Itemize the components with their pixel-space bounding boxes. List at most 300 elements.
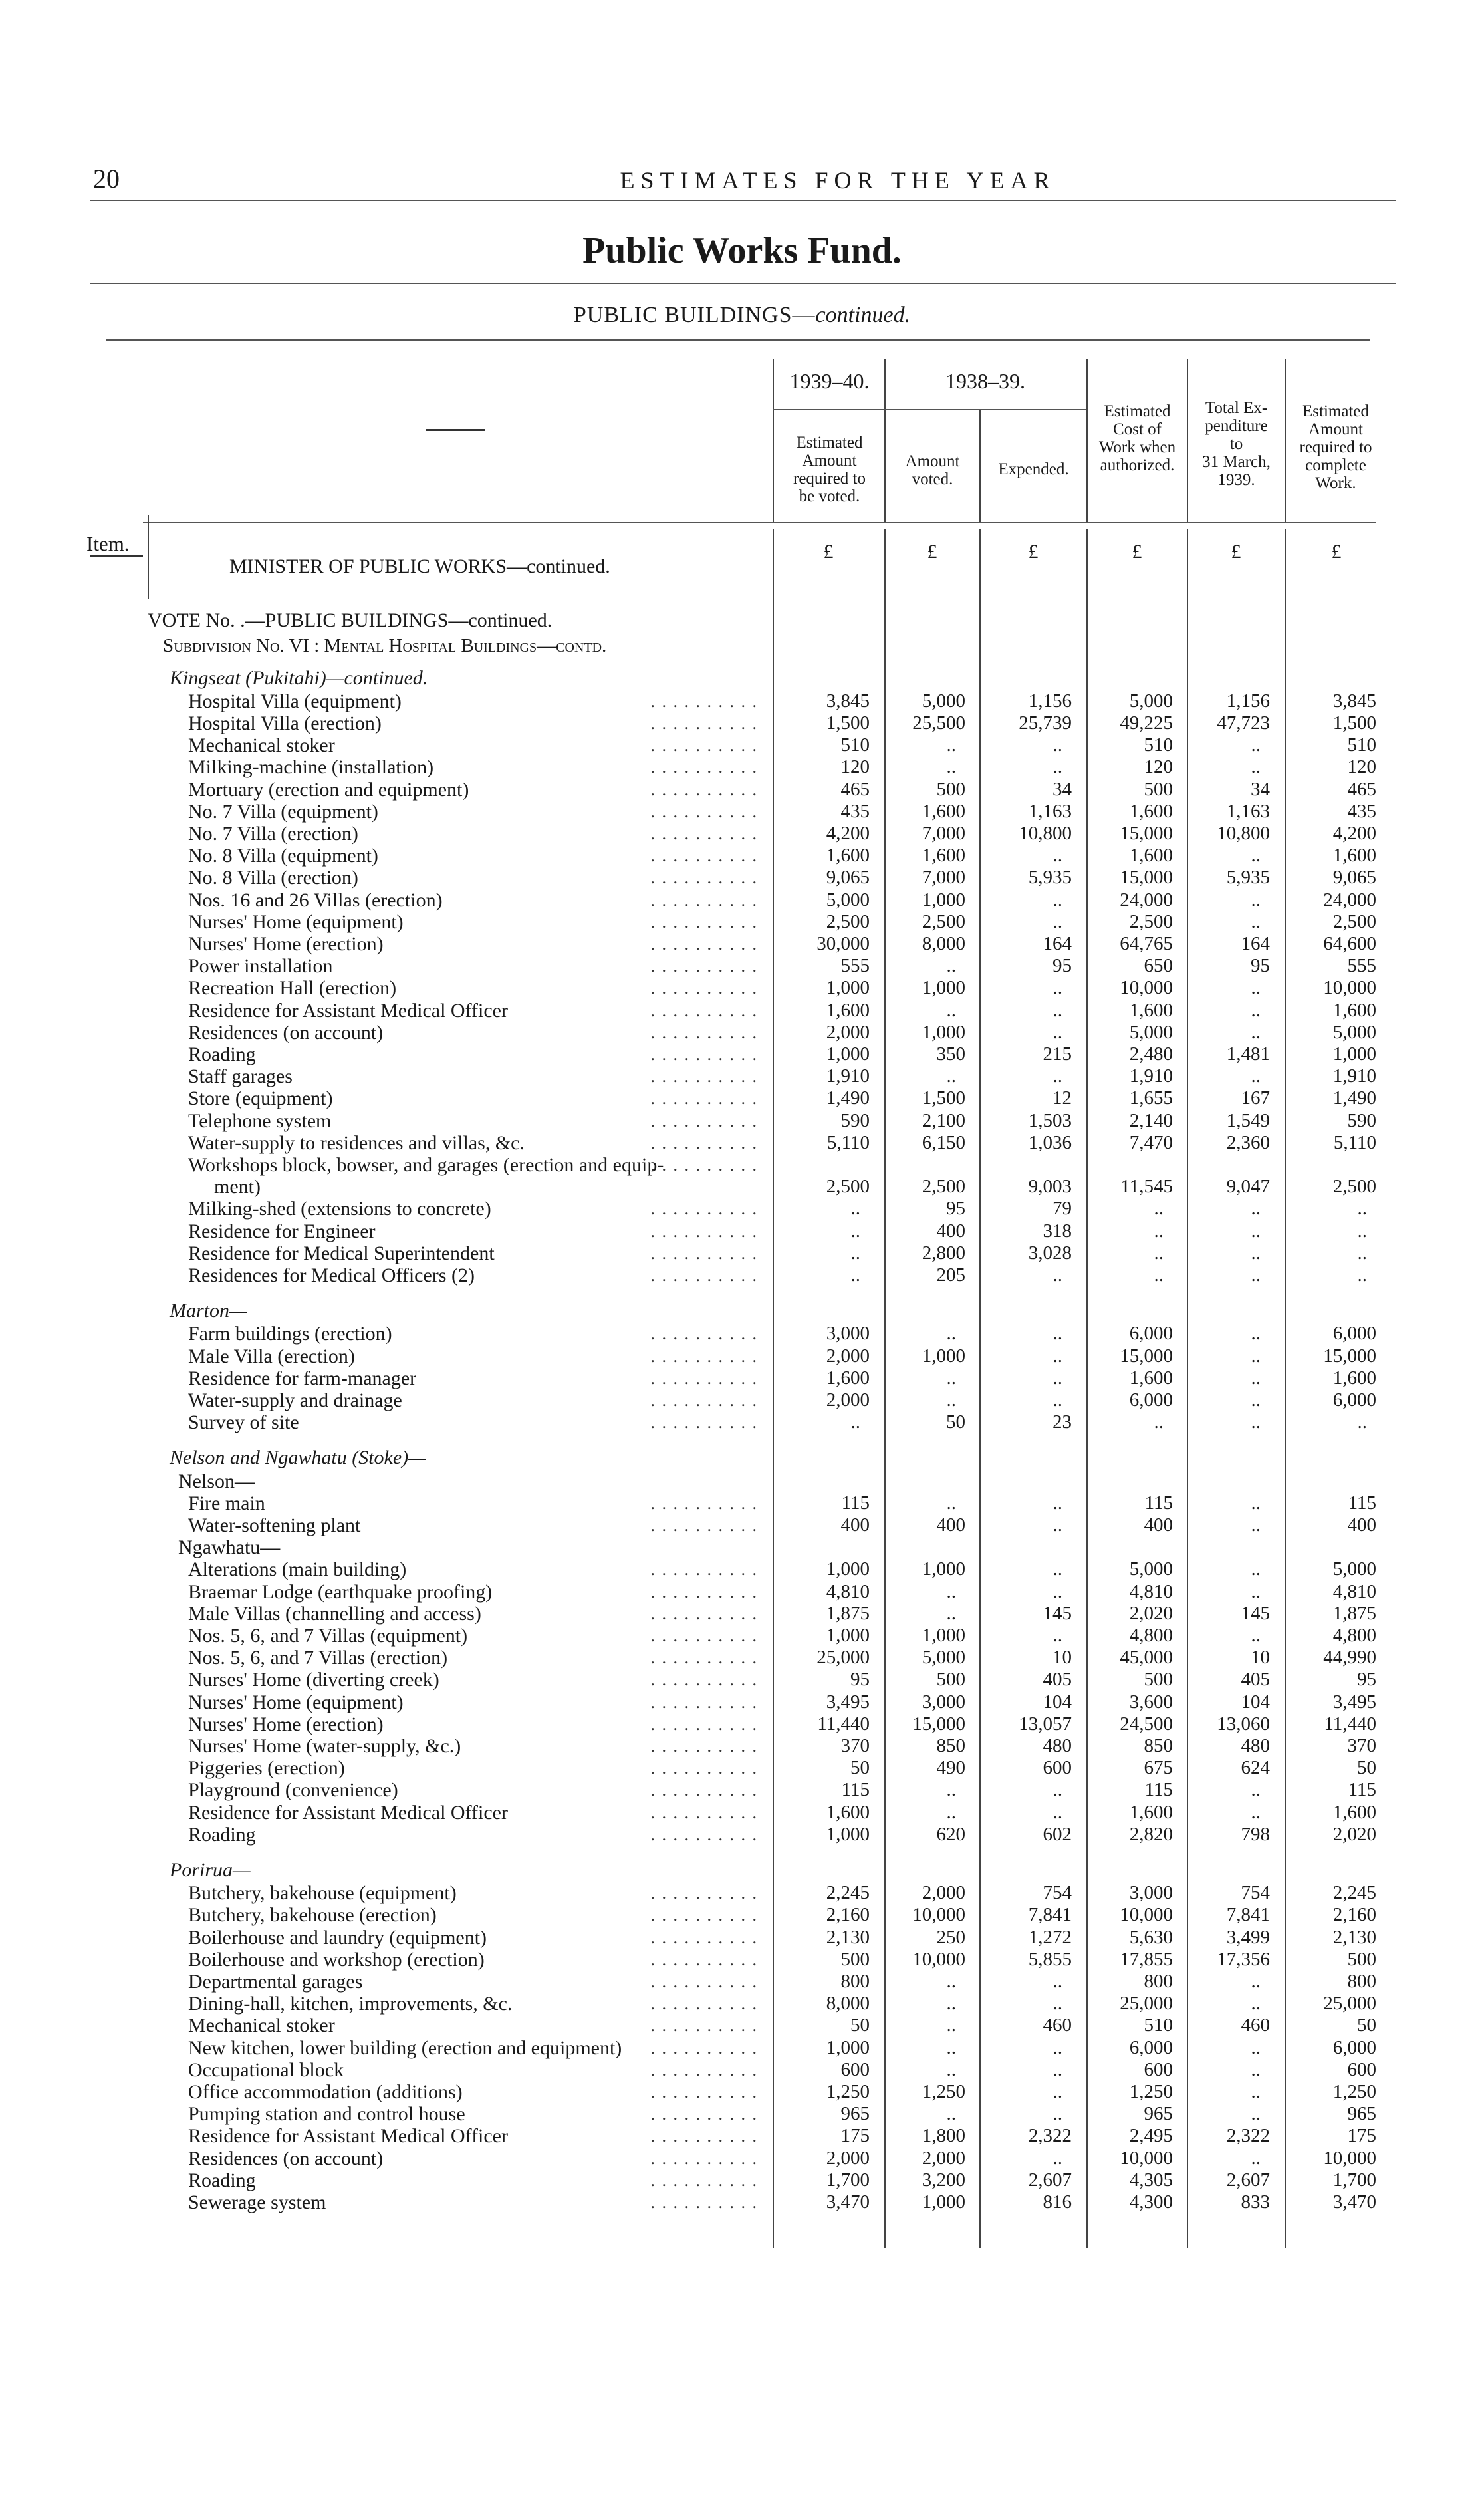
table-row — [0, 2037, 1484, 2059]
cell-col4: 4,800 — [1129, 1625, 1173, 1646]
leader-dots: . . . . . . . . . . — [650, 2104, 758, 2124]
hdr-c4-l2: Cost of — [1113, 420, 1162, 438]
row-label: Residence for Assistant Medical Officer — [188, 1801, 508, 1824]
row-label: Butchery, bakehouse (erection) — [188, 1904, 437, 1927]
cell-col5: .. — [1251, 1514, 1261, 1536]
cell-col3: .. — [1052, 1779, 1062, 1801]
cell-col2: 15,000 — [912, 1713, 965, 1735]
table-row — [0, 1927, 1484, 1949]
pound-sign-c5: £ — [1231, 541, 1241, 563]
cell-col1: 95 — [850, 1669, 870, 1691]
cell-col5: .. — [1251, 2147, 1261, 2169]
cell-col2: .. — [946, 1580, 956, 1602]
row-label: Roading — [188, 1823, 256, 1846]
leader-dots: . . . . . . . . . . — [650, 1670, 758, 1690]
row-label: No. 8 Villa (erection) — [188, 867, 358, 889]
cell-col2: 500 — [936, 1669, 965, 1691]
hdr-c6-l1: Estimated — [1302, 402, 1369, 420]
cell-col5: 405 — [1241, 1669, 1270, 1691]
leader-dots: . . . . . . . . . . — [650, 1368, 758, 1388]
table-row — [0, 1389, 1484, 1411]
row-label: Braemar Lodge (earthquake proofing) — [188, 1580, 493, 1603]
row-label: Nos. 5, 6, and 7 Villas (equipment) — [188, 1625, 468, 1647]
cell-col6: 370 — [1347, 1735, 1376, 1756]
table-row — [0, 2125, 1484, 2147]
header-est-amount-voted — [775, 434, 884, 505]
row-label: Nurses' Home (erection) — [188, 933, 384, 955]
cell-col5: .. — [1251, 1801, 1261, 1823]
leader-dots: . . . . . . . . . . — [650, 868, 758, 888]
cell-col6: 95 — [1357, 1669, 1376, 1691]
cell-col3: 480 — [1043, 1735, 1072, 1756]
cell-col5: .. — [1251, 1198, 1261, 1220]
cell-col4: 49,225 — [1120, 712, 1173, 734]
row-label: Workshops block, bowser, and garages (erection and equip- — [188, 1154, 664, 1176]
cell-col5: .. — [1251, 999, 1261, 1021]
row-label: Nelson and Ngawhatu (Stoke)— — [170, 1447, 426, 1469]
cell-col5: .. — [1251, 1323, 1261, 1345]
cell-col5: 167 — [1241, 1087, 1270, 1109]
header-expended — [981, 460, 1086, 478]
cell-col1: 115 — [841, 1492, 870, 1514]
leader-dots: . . . . . . . . . . — [650, 1089, 758, 1109]
leader-dots: . . . . . . . . . . — [650, 2082, 758, 2102]
cell-col6: 3,495 — [1332, 1691, 1376, 1713]
header-1938: 1938–39. — [945, 369, 1025, 393]
row-label: Ngawhatu— — [178, 1536, 281, 1559]
cell-col6: .. — [1357, 1411, 1367, 1433]
leader-dots: . . . . . . . . . . — [650, 1560, 758, 1580]
hdr-c1-l3: required to — [793, 470, 866, 487]
cell-col5: .. — [1251, 1367, 1261, 1389]
leader-dots: . . . . . . . . . . — [650, 714, 758, 733]
cell-col5: .. — [1251, 889, 1261, 910]
cell-col6: 25,000 — [1323, 1993, 1376, 2015]
hdr-c6-l2: Amount — [1308, 420, 1363, 438]
cell-col4: 1,655 — [1129, 1087, 1173, 1109]
cell-col2: 2,100 — [922, 1109, 965, 1131]
table-row — [0, 1603, 1484, 1625]
leader-dots: . . . . . . . . . . — [650, 758, 758, 777]
cell-col2: 850 — [936, 1735, 965, 1756]
cell-col2: 1,000 — [922, 889, 965, 910]
table-row — [0, 1154, 1484, 1176]
row-label: Residence for farm-manager — [188, 1367, 417, 1389]
cell-col2: .. — [946, 1065, 956, 1087]
leader-dots: . . . . . . . . . . — [650, 2170, 758, 2190]
leader-dots: . . . . . . . . . . — [650, 1346, 758, 1366]
cell-col6: 24,000 — [1323, 889, 1376, 910]
table-row — [0, 1411, 1484, 1433]
table-row — [0, 1757, 1484, 1779]
cell-col1: 800 — [840, 1971, 870, 1992]
cell-col6: 120 — [1347, 756, 1376, 778]
row-label: Nos. 16 and 26 Villas (erection) — [188, 889, 443, 911]
cell-col5: 34 — [1251, 778, 1270, 800]
cell-col3: 79 — [1052, 1198, 1072, 1220]
cell-col1: 3,000 — [826, 1323, 870, 1345]
cell-col6: 44,990 — [1323, 1647, 1376, 1669]
year-rule — [773, 409, 1086, 410]
leader-dots: . . . . . . . . . . — [650, 1802, 758, 1822]
cell-col5: .. — [1251, 845, 1261, 867]
cell-col2: .. — [946, 756, 956, 778]
cell-col3: .. — [1052, 1801, 1062, 1823]
cell-col2: 1,800 — [922, 2125, 965, 2147]
cell-col5: 13,060 — [1217, 1713, 1270, 1735]
cell-col5: .. — [1251, 1558, 1261, 1580]
cell-col5: 624 — [1241, 1757, 1270, 1779]
cell-col6: 4,200 — [1332, 823, 1376, 844]
row-label: Residence for Assistant Medical Officer — [188, 999, 508, 1022]
cell-col2: 2,500 — [922, 910, 965, 932]
cell-col1: 1,600 — [826, 1367, 870, 1389]
cell-col4: 10,000 — [1120, 1904, 1173, 1926]
cell-col3: 9,003 — [1028, 1176, 1072, 1198]
cell-col4: 115 — [1144, 1779, 1173, 1801]
table-row — [0, 1691, 1484, 1713]
cell-col1: 1,000 — [826, 1044, 870, 1065]
table-row — [0, 1993, 1484, 2015]
cell-col2: 1,000 — [922, 1021, 965, 1043]
cell-col5: 1,156 — [1226, 690, 1270, 712]
cell-col6: 115 — [1348, 1779, 1376, 1801]
cell-col2: .. — [946, 955, 956, 977]
table-row — [0, 1713, 1484, 1735]
cell-col5: .. — [1251, 2036, 1261, 2058]
row-label: Office accommodation (additions) — [188, 2081, 463, 2103]
table-row — [0, 1882, 1484, 1904]
leader-dots: . . . . . . . . . . — [650, 890, 758, 910]
cell-col1: .. — [850, 1220, 860, 1242]
cell-col6: 10,000 — [1323, 2147, 1376, 2169]
cell-col3: .. — [1052, 1580, 1062, 1602]
cell-col1: 1,600 — [826, 845, 870, 867]
table-row — [0, 779, 1484, 801]
item-label: Item. — [86, 532, 130, 555]
cell-col5: .. — [1251, 1993, 1261, 2015]
cell-col2: .. — [946, 1389, 956, 1411]
cell-col5: .. — [1251, 1264, 1261, 1286]
cell-col3: .. — [1052, 1492, 1062, 1514]
row-label: Power installation — [188, 955, 333, 978]
cell-col4: 2,820 — [1129, 1823, 1173, 1845]
cell-col4: 5,000 — [1129, 690, 1173, 712]
cell-col3: .. — [1052, 1345, 1062, 1367]
leader-dots: . . . . . . . . . . — [650, 1758, 758, 1778]
cell-col2: 25,500 — [912, 712, 965, 734]
cell-col1: 2,500 — [826, 1176, 870, 1198]
cell-col4: 115 — [1144, 1492, 1173, 1514]
cell-col5: 10,800 — [1217, 823, 1270, 844]
cell-col6: 600 — [1347, 2058, 1376, 2080]
cell-col2: .. — [946, 1971, 956, 1992]
cell-col6: 3,470 — [1332, 2191, 1376, 2213]
row-label: No. 7 Villa (erection) — [188, 823, 358, 845]
leader-dots: . . . . . . . . . . — [650, 1133, 758, 1153]
cell-col6: 4,800 — [1332, 1625, 1376, 1646]
cell-col1: 4,200 — [826, 823, 870, 844]
hdr-c6-l4: complete — [1305, 456, 1366, 474]
cell-col2: 3,200 — [922, 2169, 965, 2191]
cell-col2: .. — [946, 1993, 956, 2015]
cell-col4: 2,495 — [1129, 2125, 1173, 2147]
cell-col2: 5,000 — [922, 1647, 965, 1669]
hdr-c2-l1: Amount — [905, 452, 960, 470]
cell-col3: 5,935 — [1028, 867, 1072, 889]
cell-col3: 2,607 — [1028, 2169, 1072, 2191]
cell-col6: 510 — [1347, 734, 1376, 756]
cell-col1: 5,000 — [826, 889, 870, 910]
row-label: Boilerhouse and laundry (equipment) — [188, 1926, 487, 1949]
cell-col6: 9,065 — [1332, 867, 1376, 889]
cell-col3: 3,028 — [1028, 1242, 1072, 1264]
row-label: Milking-machine (installation) — [188, 756, 434, 779]
table-row — [0, 1625, 1484, 1647]
leader-dots: . . . . . . . . . . — [650, 1714, 758, 1734]
cell-col4: 5,630 — [1129, 1926, 1173, 1948]
row-label: Telephone system — [188, 1109, 332, 1132]
cell-col4: 5,000 — [1129, 1558, 1173, 1580]
cell-col3: .. — [1052, 756, 1062, 778]
cell-col1: 1,000 — [826, 1625, 870, 1646]
cell-col1: 1,000 — [826, 977, 870, 999]
cell-col4: 15,000 — [1120, 1345, 1173, 1367]
leader-dots: . . . . . . . . . . — [650, 846, 758, 866]
cell-col5: 2,360 — [1226, 1131, 1270, 1153]
cell-col6: 3,845 — [1332, 690, 1376, 712]
cell-col2: 1,000 — [922, 977, 965, 999]
cell-col2: 205 — [936, 1264, 965, 1286]
table-row — [0, 1022, 1484, 1044]
cell-col5: .. — [1251, 1389, 1261, 1411]
cell-col1: 2,000 — [826, 1389, 870, 1411]
cell-col5: 754 — [1241, 1882, 1270, 1904]
table-row — [0, 1242, 1484, 1264]
cell-col4: 17,855 — [1120, 1948, 1173, 1970]
cell-col6: 800 — [1347, 1971, 1376, 1992]
row-label: Residence for Medical Superintendent — [188, 1242, 495, 1264]
leader-dots: . . . . . . . . . . — [650, 2060, 758, 2080]
cell-col3: 754 — [1043, 1882, 1072, 1904]
cell-col1: 120 — [840, 756, 870, 778]
leader-dots: . . . . . . . . . . — [650, 2126, 758, 2146]
cell-col3: .. — [1052, 1514, 1062, 1536]
cell-col5: 17,356 — [1217, 1948, 1270, 1970]
cell-col5: .. — [1251, 1065, 1261, 1087]
row-label: Mechanical stoker — [188, 734, 335, 757]
section-heading-row — [0, 667, 1484, 689]
cell-col4: 1,600 — [1129, 845, 1173, 867]
table-row — [0, 2191, 1484, 2213]
cell-col6: 465 — [1347, 778, 1376, 800]
cell-col6: 50 — [1357, 2015, 1376, 2036]
cell-col4: 510 — [1144, 734, 1173, 756]
table-row — [0, 1220, 1484, 1242]
cell-col6: 1,875 — [1332, 1602, 1376, 1624]
cell-col6: 5,000 — [1332, 1021, 1376, 1043]
cell-col6: 6,000 — [1332, 1389, 1376, 1411]
cell-col1: 3,845 — [826, 690, 870, 712]
cell-col3: .. — [1052, 999, 1062, 1021]
cell-col5: 833 — [1241, 2191, 1270, 2213]
hdr-c4-l1: Estimated — [1104, 402, 1171, 420]
cell-col6: 500 — [1347, 1948, 1376, 1970]
header-required-complete — [1286, 402, 1386, 492]
cell-col4: 6,000 — [1129, 2036, 1173, 2058]
row-label: Playground (convenience) — [188, 1779, 398, 1802]
row-label: Survey of site — [188, 1411, 299, 1434]
cell-col1: 175 — [840, 2125, 870, 2147]
row-label: Departmental garages — [188, 1971, 363, 1993]
cell-col4: 650 — [1144, 955, 1173, 977]
cell-col2: .. — [946, 1367, 956, 1389]
cell-col2: 7,000 — [922, 823, 965, 844]
hdr-c3-l1: Expended. — [998, 460, 1069, 478]
divider-col1 — [773, 359, 774, 522]
cell-col1: 590 — [840, 1109, 870, 1131]
table-row — [0, 1264, 1484, 1286]
cell-col1: 2,000 — [826, 1345, 870, 1367]
cell-col6: 5,000 — [1332, 1558, 1376, 1580]
cell-col4: 965 — [1144, 2103, 1173, 2125]
cell-col3: .. — [1052, 1558, 1062, 1580]
row-label: Residences (on account) — [188, 1021, 384, 1044]
table-row — [0, 756, 1484, 778]
cell-col4: 120 — [1144, 756, 1173, 778]
cell-col3: 1,036 — [1028, 1131, 1072, 1153]
table-row — [0, 2059, 1484, 2081]
table-row — [0, 933, 1484, 955]
cell-col3: .. — [1052, 977, 1062, 999]
cell-col1: 2,160 — [826, 1904, 870, 1926]
cell-col6: 2,245 — [1332, 1882, 1376, 1904]
row-label: Nurses' Home (equipment) — [188, 1691, 404, 1713]
cell-col3: 1,272 — [1028, 1926, 1072, 1948]
leader-dots: . . . . . . . . . . — [650, 1221, 758, 1241]
cell-col4: 1,600 — [1129, 800, 1173, 822]
cell-col6: 6,000 — [1332, 2036, 1376, 2058]
section-heading-row — [0, 635, 1484, 657]
hdr-c4-l4: authorized. — [1100, 456, 1175, 474]
hdr-c2-l2: voted. — [912, 470, 953, 488]
cell-col4: 25,000 — [1120, 1993, 1173, 2015]
cell-col6: 2,500 — [1332, 1176, 1376, 1198]
cell-col4: 24,500 — [1120, 1713, 1173, 1735]
cell-col2: 50 — [946, 1411, 965, 1433]
cell-col4: 1,600 — [1129, 999, 1173, 1021]
cell-col6: 115 — [1348, 1492, 1376, 1514]
cell-col3: 215 — [1043, 1044, 1072, 1065]
section-heading-row — [0, 555, 1484, 577]
table-row — [0, 1065, 1484, 1087]
cell-col6: 965 — [1347, 2103, 1376, 2125]
cell-col6: .. — [1357, 1198, 1367, 1220]
cell-col2: 1,000 — [922, 1558, 965, 1580]
cell-col4: 3,600 — [1129, 1691, 1173, 1713]
table-row — [0, 911, 1484, 933]
leader-dots: . . . . . . . . . . — [650, 1199, 758, 1219]
leader-dots: . . . . . . . . . . — [650, 1266, 758, 1285]
table-row — [0, 1492, 1484, 1514]
cell-col5: .. — [1251, 2103, 1261, 2125]
section-title-cont: continued. — [815, 303, 911, 327]
cell-col6: 1,490 — [1332, 1087, 1376, 1109]
leader-dots: . . . . . . . . . . — [650, 1648, 758, 1668]
table-row — [0, 1345, 1484, 1367]
cell-col1: 2,130 — [826, 1926, 870, 1948]
hdr-c5-l5: 1939. — [1217, 471, 1255, 489]
leader-dots: . . . . . . . . . . — [650, 1972, 758, 1991]
leader-dots: . . . . . . . . . . — [650, 1155, 758, 1175]
cell-col5: .. — [1251, 1779, 1261, 1801]
table-row — [0, 1824, 1484, 1846]
cell-col4: 10,000 — [1120, 977, 1173, 999]
cell-col2: .. — [946, 1801, 956, 1823]
running-title: ESTIMATES FOR THE YEAR — [620, 167, 1056, 194]
row-label: Pumping station and control house — [188, 2103, 465, 2126]
table-row — [0, 1971, 1484, 1993]
cell-col4: 15,000 — [1120, 867, 1173, 889]
cell-col3: 145 — [1043, 1602, 1072, 1624]
cell-col6: 1,250 — [1332, 2081, 1376, 2102]
cell-col2: 10,000 — [912, 1948, 965, 1970]
row-label: Water-supply and drainage — [188, 1389, 402, 1411]
table-row — [0, 823, 1484, 845]
leader-dots: . . . . . . . . . . — [650, 1780, 758, 1800]
cell-col4: 675 — [1144, 1757, 1173, 1779]
cell-col2: 1,500 — [922, 1087, 965, 1109]
row-label: Water-supply to residences and villas, &c. — [188, 1131, 525, 1154]
cell-col3: .. — [1052, 1323, 1062, 1345]
cell-col2: 620 — [936, 1823, 965, 1845]
cell-col6: 4,810 — [1332, 1580, 1376, 1602]
leader-dots: . . . . . . . . . . — [650, 2016, 758, 2036]
fund-title: Public Works Fund. — [582, 230, 902, 271]
row-label: Mortuary (erection and equipment) — [188, 778, 469, 801]
cell-col5: .. — [1251, 1580, 1261, 1602]
hdr-c6-l5: Work. — [1315, 474, 1356, 492]
cell-col3: .. — [1052, 1367, 1062, 1389]
row-label: Water-softening plant — [188, 1514, 361, 1536]
cell-col6: 1,600 — [1332, 1801, 1376, 1823]
cell-col1: 1,875 — [826, 1602, 870, 1624]
cell-col6: .. — [1357, 1220, 1367, 1242]
cell-col4: 4,300 — [1129, 2191, 1173, 2213]
cell-col3: 460 — [1043, 2015, 1072, 2036]
cell-col3: 12 — [1052, 1087, 1072, 1109]
leader-dots: . . . . . . . . . . — [650, 1994, 758, 2014]
top-rule — [90, 200, 1396, 201]
row-label: Marton— — [170, 1300, 247, 1322]
cell-col6: 1,600 — [1332, 999, 1376, 1021]
cell-col5: 145 — [1241, 1602, 1270, 1624]
cell-col1: 400 — [840, 1514, 870, 1536]
cell-col1: 4,810 — [826, 1580, 870, 1602]
leader-dots: . . . . . . . . . . — [650, 1949, 758, 1969]
cell-col3: .. — [1052, 1971, 1062, 1992]
cell-col3: 7,841 — [1028, 1904, 1072, 1926]
cell-col3: 405 — [1043, 1669, 1072, 1691]
row-label: Residence for Engineer — [188, 1220, 376, 1242]
leader-dots: . . . . . . . . . . — [650, 1927, 758, 1947]
row-label: Subdivision No. VI : Mental Hospital Buildings—contd. — [163, 635, 607, 657]
cell-col1: 555 — [840, 955, 870, 977]
row-label: Alterations (main building) — [188, 1558, 407, 1581]
table-row — [0, 1802, 1484, 1824]
cell-col3: .. — [1052, 889, 1062, 910]
hdr-c5-l1: Total Ex- — [1205, 399, 1268, 417]
